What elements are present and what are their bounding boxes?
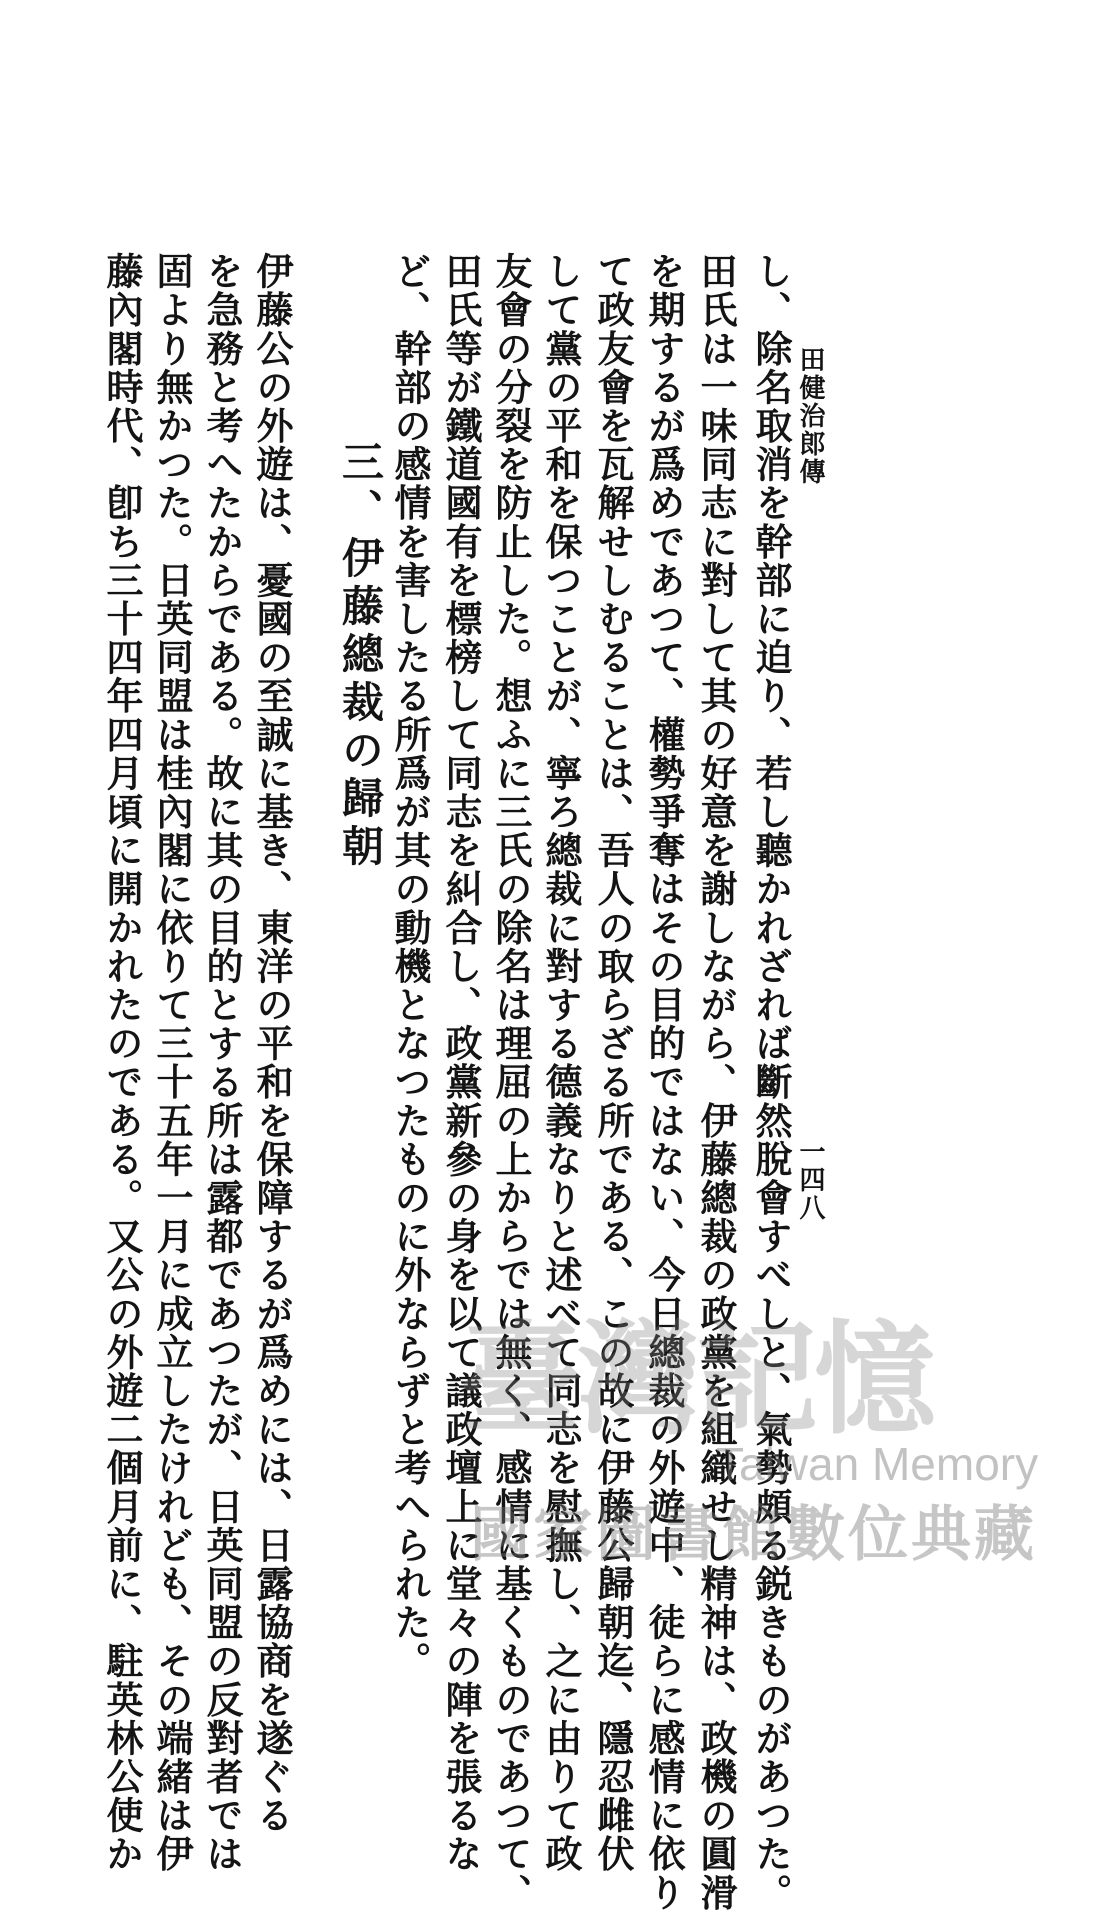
- text-line: 田氏等が鐵道國有を標榜して同志を糾合し、政黨新參の身を以て議政壇上に堂々の陣を張るな: [439, 252, 483, 1874]
- text-line: 藤內閣時代、卽ち三十四年四月頃に開かれたのである。又公の外遊二個月前に、駐英林公使か: [100, 252, 144, 1874]
- text-line: て政友會を瓦解せしむることは、吾人の取らざる所である、この故に伊藤公歸朝迄、隱忍雌伏: [591, 252, 635, 1874]
- text-line: 田氏は一味同志に對して其の好意を謝しながら、伊藤總裁の政黨を組織せし精神は、政機の圓滑: [694, 252, 738, 1912]
- text-line: 友會の分裂を防止した。想ふに三氏の除名は理屈の上からでは無く、感情に基くものであつて、: [489, 252, 533, 1912]
- section-heading: 三、伊藤總裁の歸朝: [336, 440, 385, 872]
- running-title: 田健治郎傳: [795, 346, 825, 486]
- text-line: して黨の平和を保つことが、寧ろ總裁に對する德義なりと述べて同志を慰撫し、之に由りて政: [539, 252, 583, 1874]
- text-line: 伊藤公の外遊は、憂國の至誠に基き、東洋の平和を保障するが爲めには、日露協商を遂ぐる: [250, 252, 294, 1835]
- text-line: 固より無かつた。日英同盟は桂內閣に依りて三十五年一月に成立したけれども、その端緒は伊: [150, 252, 194, 1874]
- text-line: し、除名取消を幹部に迫り、若し聽かれざれば斷然脫會すべしと、氣勢頗る鋭きものがあつた。: [749, 252, 793, 1912]
- text-line: を急務と考へたからである。故に其の目的とする所は露都であつたが、日英同盟の反對者では: [200, 252, 244, 1874]
- library-watermark: [460, 1282, 1039, 1622]
- text-line: ど、幹部の感情を害したる所爲が其の動機となつたものに外ならずと考へられた。: [388, 252, 432, 1681]
- watermark-english: Taiwan Memory: [716, 1438, 1039, 1490]
- watermark-chinese: 國家圖書館數位典藏: [470, 1500, 1037, 1570]
- page-number: 一四八: [795, 1138, 825, 1222]
- taiwan-memory-logo: 臺灣記憶: [460, 1307, 932, 1451]
- text-line: を期するが爲めであつて、權勢爭奪はその目的ではない、今日總裁の外遊中、徒らに感情に依り: [642, 252, 686, 1912]
